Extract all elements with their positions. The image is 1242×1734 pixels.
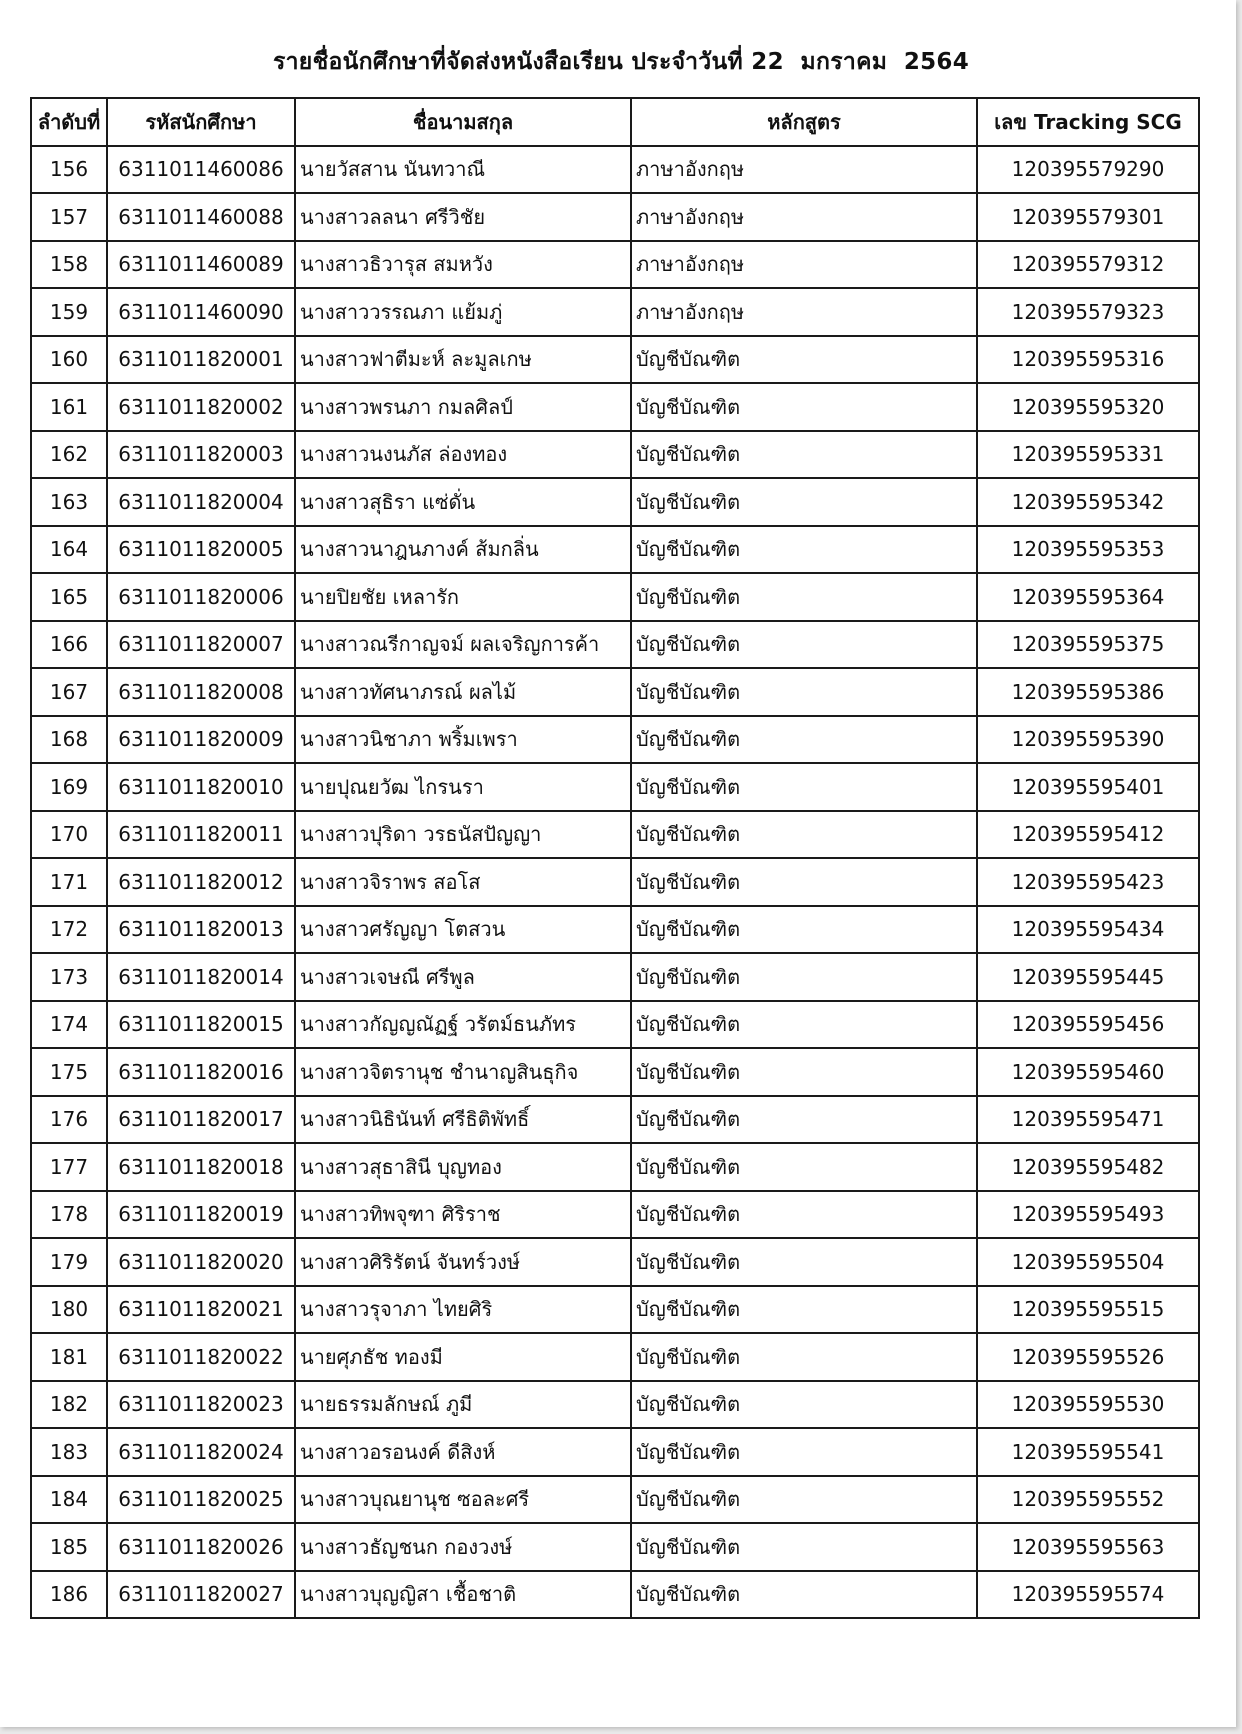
cell-no: 166 — [31, 621, 107, 669]
cell-no: 173 — [31, 953, 107, 1001]
cell-tracking: 120395579323 — [977, 288, 1199, 336]
cell-student-id: 6311011820005 — [107, 526, 295, 574]
cell-name: นางสาวศิริรัตน์ จันทร์วงษ์ — [295, 1238, 631, 1286]
cell-name: นางสาวกัญญณัฏฐ์ วรัตม์ธนภัทร — [295, 1001, 631, 1049]
cell-program: ภาษาอังกฤษ — [631, 146, 977, 194]
cell-program: บัญชีบัณฑิต — [631, 1001, 977, 1049]
cell-no: 185 — [31, 1523, 107, 1571]
column-header-name: ชื่อนามสกุล — [295, 98, 631, 146]
cell-name: นางสาวจิราพร สอโส — [295, 858, 631, 906]
column-header-no: ลำดับที่ — [31, 98, 107, 146]
cell-name: นางสาวรุจาภา ไทยศิริ — [295, 1286, 631, 1334]
cell-tracking: 120395595423 — [977, 858, 1199, 906]
table-row — [31, 1333, 1199, 1381]
cell-name: นางสาวเจษณี ศรีพูล — [295, 953, 631, 1001]
table-row — [31, 906, 1199, 954]
table-row — [31, 1096, 1199, 1144]
cell-no: 181 — [31, 1333, 107, 1381]
table-row — [31, 1381, 1199, 1429]
cell-name: นางสาวณรีกาญจม์ ผลเจริญการค้า — [295, 621, 631, 669]
cell-no: 178 — [31, 1191, 107, 1239]
table-row — [31, 1001, 1199, 1049]
cell-no: 167 — [31, 668, 107, 716]
cell-name: นายธรรมลักษณ์ ภูมี — [295, 1381, 631, 1429]
cell-student-id: 6311011820026 — [107, 1523, 295, 1571]
cell-name: นายปุณยวัฒ ไกรนรา — [295, 763, 631, 811]
cell-student-id: 6311011460086 — [107, 146, 295, 194]
cell-student-id: 6311011820004 — [107, 478, 295, 526]
cell-tracking: 120395595445 — [977, 953, 1199, 1001]
cell-student-id: 6311011820014 — [107, 953, 295, 1001]
cell-name: นางสาวนิชาภา พริ้มเพรา — [295, 716, 631, 764]
cell-no: 170 — [31, 811, 107, 859]
cell-tracking: 120395595504 — [977, 1238, 1199, 1286]
table-row — [31, 146, 1199, 194]
cell-program: บัญชีบัณฑิต — [631, 1143, 977, 1191]
cell-student-id: 6311011460089 — [107, 241, 295, 289]
document-title: รายชื่อนักศึกษาที่จัดส่งหนังสือเรียน ประจำวันที่ 22 มกราคม 2564 — [272, 49, 970, 75]
cell-name: นางสาวปุริดา วรธนัสปัญญา — [295, 811, 631, 859]
cell-no: 157 — [31, 193, 107, 241]
cell-student-id: 6311011820003 — [107, 431, 295, 479]
cell-program: บัญชีบัณฑิต — [631, 716, 977, 764]
table-row — [31, 1048, 1199, 1096]
cell-name: นางสาวธัญชนก กองวงษ์ — [295, 1523, 631, 1571]
table-row — [31, 1191, 1199, 1239]
table-row — [31, 383, 1199, 431]
cell-tracking: 120395595353 — [977, 526, 1199, 574]
cell-no: 163 — [31, 478, 107, 526]
cell-student-id: 6311011820002 — [107, 383, 295, 431]
table-row — [31, 1523, 1199, 1571]
cell-name: นางสาวธิวารุส สมหวัง — [295, 241, 631, 289]
table-row — [31, 811, 1199, 859]
cell-name: นางสาวนงนภัส ล่องทอง — [295, 431, 631, 479]
cell-tracking: 120395595390 — [977, 716, 1199, 764]
table-row — [31, 193, 1199, 241]
cell-program: บัญชีบัณฑิต — [631, 431, 977, 479]
table-row — [31, 336, 1199, 384]
cell-student-id: 6311011820006 — [107, 573, 295, 621]
cell-tracking: 120395579301 — [977, 193, 1199, 241]
cell-tracking: 120395595493 — [977, 1191, 1199, 1239]
cell-student-id: 6311011820019 — [107, 1191, 295, 1239]
cell-student-id: 6311011820018 — [107, 1143, 295, 1191]
cell-program: ภาษาอังกฤษ — [631, 288, 977, 336]
cell-no: 184 — [31, 1476, 107, 1524]
table-row — [31, 858, 1199, 906]
cell-tracking: 120395595401 — [977, 763, 1199, 811]
cell-tracking: 120395595412 — [977, 811, 1199, 859]
cell-student-id: 6311011820008 — [107, 668, 295, 716]
table-row — [31, 1143, 1199, 1191]
cell-tracking: 120395595364 — [977, 573, 1199, 621]
cell-program: บัญชีบัณฑิต — [631, 336, 977, 384]
table-row — [31, 1238, 1199, 1286]
table-row — [31, 763, 1199, 811]
cell-no: 171 — [31, 858, 107, 906]
cell-name: นางสาวอรอนงค์ ดีสิงห์ — [295, 1428, 631, 1476]
cell-name: นางสาวสุธิรา แซ่ดั่น — [295, 478, 631, 526]
cell-tracking: 120395595331 — [977, 431, 1199, 479]
cell-no: 162 — [31, 431, 107, 479]
cell-no: 186 — [31, 1571, 107, 1619]
cell-student-id: 6311011820023 — [107, 1381, 295, 1429]
cell-name: นางสาวลลนา ศรีวิชัย — [295, 193, 631, 241]
cell-no: 168 — [31, 716, 107, 764]
cell-name: นายศุภธัช ทองมี — [295, 1333, 631, 1381]
cell-name: นางสาววรรณภา แย้มภู่ — [295, 288, 631, 336]
cell-no: 159 — [31, 288, 107, 336]
cell-student-id: 6311011820010 — [107, 763, 295, 811]
table-body — [31, 146, 1199, 1619]
cell-student-id: 6311011820021 — [107, 1286, 295, 1334]
cell-student-id: 6311011820022 — [107, 1333, 295, 1381]
cell-no: 172 — [31, 906, 107, 954]
cell-no: 169 — [31, 763, 107, 811]
cell-tracking: 120395595471 — [977, 1096, 1199, 1144]
cell-no: 176 — [31, 1096, 107, 1144]
cell-student-id: 6311011820025 — [107, 1476, 295, 1524]
cell-program: บัญชีบัณฑิต — [631, 668, 977, 716]
cell-no: 160 — [31, 336, 107, 384]
cell-student-id: 6311011820027 — [107, 1571, 295, 1619]
cell-name: นางสาวพรนภา กมลศิลป์ — [295, 383, 631, 431]
cell-tracking: 120395595434 — [977, 906, 1199, 954]
table-row — [31, 241, 1199, 289]
cell-program: บัญชีบัณฑิต — [631, 1286, 977, 1334]
table-row — [31, 1571, 1199, 1619]
cell-no: 156 — [31, 146, 107, 194]
cell-tracking: 120395595482 — [977, 1143, 1199, 1191]
cell-student-id: 6311011820009 — [107, 716, 295, 764]
cell-no: 175 — [31, 1048, 107, 1096]
cell-tracking: 120395595386 — [977, 668, 1199, 716]
cell-program: ภาษาอังกฤษ — [631, 241, 977, 289]
cell-tracking: 120395595541 — [977, 1428, 1199, 1476]
cell-no: 182 — [31, 1381, 107, 1429]
cell-student-id: 6311011460090 — [107, 288, 295, 336]
cell-program: บัญชีบัณฑิต — [631, 383, 977, 431]
cell-student-id: 6311011820001 — [107, 336, 295, 384]
cell-tracking: 120395579312 — [977, 241, 1199, 289]
cell-no: 180 — [31, 1286, 107, 1334]
cell-program: บัญชีบัณฑิต — [631, 1238, 977, 1286]
cell-student-id: 6311011820012 — [107, 858, 295, 906]
table-row — [31, 953, 1199, 1001]
cell-program: บัญชีบัณฑิต — [631, 763, 977, 811]
cell-name: นายวัสสาน นันทวาณี — [295, 146, 631, 194]
table-row — [31, 1476, 1199, 1524]
cell-tracking: 120395595526 — [977, 1333, 1199, 1381]
column-header-program: หลักสูตร — [631, 98, 977, 146]
table-row — [31, 431, 1199, 479]
cell-program: บัญชีบัณฑิต — [631, 1571, 977, 1619]
cell-no: 165 — [31, 573, 107, 621]
cell-student-id: 6311011820017 — [107, 1096, 295, 1144]
cell-student-id: 6311011820015 — [107, 1001, 295, 1049]
cell-program: บัญชีบัณฑิต — [631, 1523, 977, 1571]
cell-name: นางสาวบุณยานุช ซอละศรี — [295, 1476, 631, 1524]
cell-name: นางสาวทัศนาภรณ์ ผลไม้ — [295, 668, 631, 716]
cell-student-id: 6311011820016 — [107, 1048, 295, 1096]
cell-program: บัญชีบัณฑิต — [631, 811, 977, 859]
cell-tracking: 120395579290 — [977, 146, 1199, 194]
cell-program: บัญชีบัณฑิต — [631, 1381, 977, 1429]
cell-student-id: 6311011820024 — [107, 1428, 295, 1476]
table-row — [31, 668, 1199, 716]
cell-tracking: 120395595456 — [977, 1001, 1199, 1049]
cell-no: 158 — [31, 241, 107, 289]
table-row — [31, 288, 1199, 336]
table-row — [31, 1286, 1199, 1334]
cell-no: 177 — [31, 1143, 107, 1191]
cell-tracking: 120395595530 — [977, 1381, 1199, 1429]
table-row — [31, 621, 1199, 669]
cell-student-id: 6311011820007 — [107, 621, 295, 669]
table-row — [31, 478, 1199, 526]
table-header-row — [31, 98, 1199, 146]
cell-program: บัญชีบัณฑิต — [631, 953, 977, 1001]
table-row — [31, 716, 1199, 764]
cell-no: 179 — [31, 1238, 107, 1286]
table-row — [31, 1428, 1199, 1476]
cell-no: 161 — [31, 383, 107, 431]
cell-name: นางสาวศรัญญา โตสวน — [295, 906, 631, 954]
cell-program: บัญชีบัณฑิต — [631, 1048, 977, 1096]
cell-program: บัญชีบัณฑิต — [631, 478, 977, 526]
cell-tracking: 120395595574 — [977, 1571, 1199, 1619]
table-row — [31, 573, 1199, 621]
cell-student-id: 6311011820020 — [107, 1238, 295, 1286]
cell-tracking: 120395595342 — [977, 478, 1199, 526]
cell-name: นางสาวนิธินันท์ ศรีธิติพัทธิ์ — [295, 1096, 631, 1144]
cell-program: บัญชีบัณฑิต — [631, 526, 977, 574]
cell-tracking: 120395595515 — [977, 1286, 1199, 1334]
student-shipment-table — [30, 97, 1200, 1619]
cell-name: นางสาวสุธาสินี บุญทอง — [295, 1143, 631, 1191]
cell-name: นางสาวบุญญิสา เชื้อชาติ — [295, 1571, 631, 1619]
cell-no: 183 — [31, 1428, 107, 1476]
cell-student-id: 6311011820011 — [107, 811, 295, 859]
cell-name: นายปิยชัย เหลารัก — [295, 573, 631, 621]
cell-name: นางสาวทิพจุฑา ศิริราช — [295, 1191, 631, 1239]
cell-program: บัญชีบัณฑิต — [631, 621, 977, 669]
cell-program: บัญชีบัณฑิต — [631, 573, 977, 621]
cell-no: 174 — [31, 1001, 107, 1049]
cell-student-id: 6311011820013 — [107, 906, 295, 954]
cell-program: บัญชีบัณฑิต — [631, 1476, 977, 1524]
column-header-student-id: รหัสนักศึกษา — [107, 98, 295, 146]
cell-program: ภาษาอังกฤษ — [631, 193, 977, 241]
cell-name: นางสาวนาฎนภางค์ ส้มกลิ่น — [295, 526, 631, 574]
cell-program: บัญชีบัณฑิต — [631, 906, 977, 954]
cell-tracking: 120395595460 — [977, 1048, 1199, 1096]
cell-program: บัญชีบัณฑิต — [631, 858, 977, 906]
cell-tracking: 120395595316 — [977, 336, 1199, 384]
cell-tracking: 120395595375 — [977, 621, 1199, 669]
cell-name: นางสาวจิตรานุช ชำนาญสินธุกิจ — [295, 1048, 631, 1096]
cell-tracking: 120395595552 — [977, 1476, 1199, 1524]
cell-student-id: 6311011460088 — [107, 193, 295, 241]
cell-name: นางสาวฟาตีมะห์ ละมูลเกษ — [295, 336, 631, 384]
cell-tracking: 120395595563 — [977, 1523, 1199, 1571]
cell-tracking: 120395595320 — [977, 383, 1199, 431]
cell-program: บัญชีบัณฑิต — [631, 1191, 977, 1239]
cell-no: 164 — [31, 526, 107, 574]
cell-program: บัญชีบัณฑิต — [631, 1096, 977, 1144]
column-header-tracking: เลข Tracking SCG — [977, 98, 1199, 146]
table-row — [31, 526, 1199, 574]
cell-program: บัญชีบัณฑิต — [631, 1333, 977, 1381]
cell-program: บัญชีบัณฑิต — [631, 1428, 977, 1476]
